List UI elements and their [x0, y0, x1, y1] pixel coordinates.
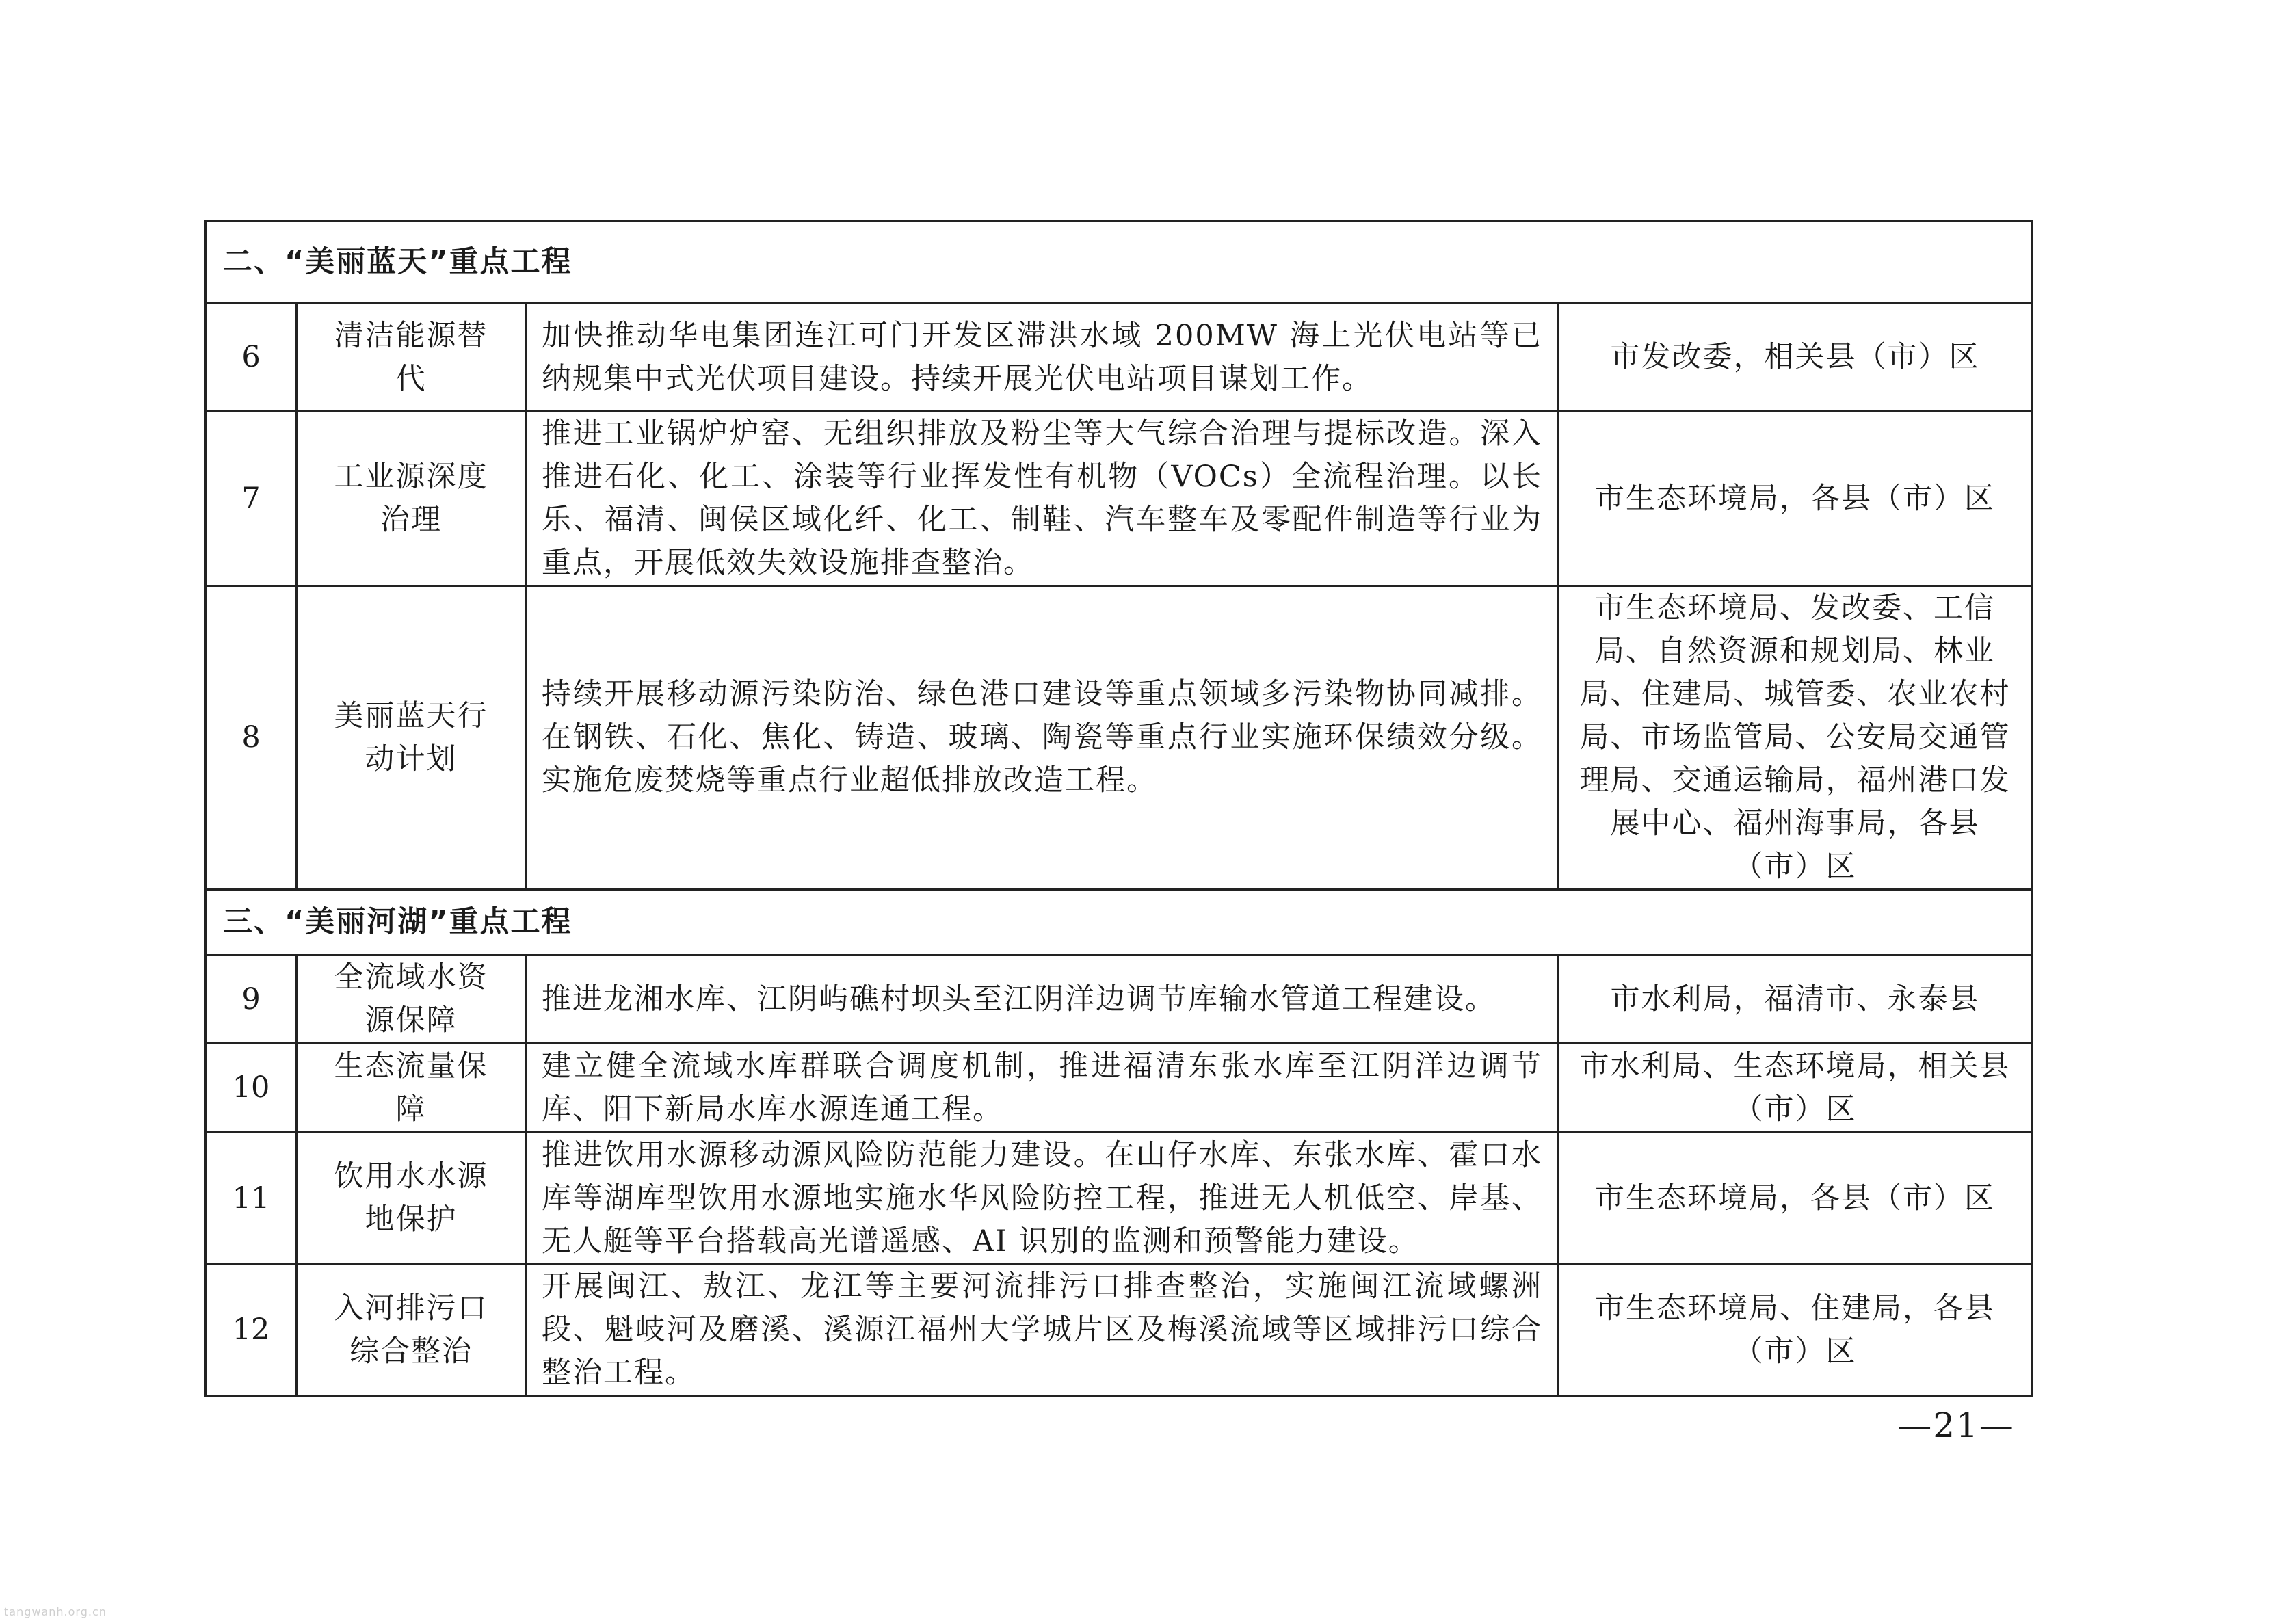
responsible-departments: 市水利局，福清市、永泰县 [1559, 956, 2032, 1044]
table-row [206, 1265, 2032, 1396]
table-row [206, 304, 2032, 412]
row-number: 9 [206, 956, 297, 1044]
row-number: 8 [206, 586, 297, 890]
project-name: 饮用水水源地保护 [297, 1133, 526, 1265]
row-number: 12 [206, 1265, 297, 1396]
project-content: 加快推动华电集团连江可门开发区滞洪水域 200MW 海上光伏电站等已纳规集中式光伏项目建设。持续开展光伏电站项目谋划工作。 [526, 304, 1559, 412]
table-row [206, 412, 2032, 586]
project-name: 全流域水资源保障 [297, 956, 526, 1044]
project-name: 清洁能源替代 [297, 304, 526, 412]
section-row-air [206, 222, 2032, 304]
project-content: 推进工业锅炉炉窑、无组织排放及粉尘等大气综合治理与提标改造。深入推进石化、化工、涂装等行业挥发性有机物（VOCs）全流程治理。以长乐、福清、闽侯区域化纤、化工、制鞋、汽车整车及零配件制造等行业为重点，开展低效失效设施排查整治。 [526, 412, 1559, 586]
section-title-water: 三、“美丽河湖”重点工程 [206, 890, 2032, 956]
responsible-departments: 市生态环境局，各县（市）区 [1559, 412, 2032, 586]
responsible-departments: 市发改委，相关县（市）区 [1559, 304, 2032, 412]
table-row [206, 1133, 2032, 1265]
row-number: 11 [206, 1133, 297, 1265]
table-row [206, 586, 2032, 890]
project-content: 推进龙湘水库、江阴屿礁村坝头至江阴洋边调节库输水管道工程建设。 [526, 956, 1559, 1044]
project-content: 持续开展移动源污染防治、绿色港口建设等重点领域多污染物协同减排。在钢铁、石化、焦化、铸造、玻璃、陶瓷等重点行业实施环保绩效分级。实施危废焚烧等重点行业超低排放改造工程。 [526, 586, 1559, 890]
row-number: 10 [206, 1044, 297, 1133]
row-number: 6 [206, 304, 297, 412]
page-number: —21— [1897, 1406, 2015, 1445]
projects-table [204, 220, 2033, 1397]
responsible-departments: 市水利局、生态环境局，相关县（市）区 [1559, 1044, 2032, 1133]
section-title-air: 二、“美丽蓝天”重点工程 [206, 222, 2032, 304]
table-row [206, 956, 2032, 1044]
project-name: 入河排污口综合整治 [297, 1265, 526, 1396]
project-content: 建立健全流域水库群联合调度机制，推进福清东张水库至江阴洋边调节库、阳下新局水库水源连通工程。 [526, 1044, 1559, 1133]
table-row [206, 1044, 2032, 1133]
project-name: 美丽蓝天行动计划 [297, 586, 526, 890]
project-name: 生态流量保障 [297, 1044, 526, 1133]
responsible-departments: 市生态环境局、发改委、工信局、自然资源和规划局、林业局、住建局、城管委、农业农村局、市场监管局、公安局交通管理局、交通运输局，福州港口发展中心、福州海事局，各县（市）区 [1559, 586, 2032, 890]
project-content: 开展闽江、敖江、龙江等主要河流排污口排查整治，实施闽江流域螺洲段、魁岐河及磨溪、溪源江福州大学城片区及梅溪流域等区域排污口综合整治工程。 [526, 1265, 1559, 1396]
responsible-departments: 市生态环境局，各县（市）区 [1559, 1133, 2032, 1265]
section-row-water [206, 890, 2032, 956]
row-number: 7 [206, 412, 297, 586]
watermark-text: tangwanh.org.cn [4, 1605, 107, 1618]
project-content: 推进饮用水源移动源风险防范能力建设。在山仔水库、东张水库、霍口水库等湖库型饮用水源地实施水华风险防控工程，推进无人机低空、岸基、无人艇等平台搭载高光谱遥感、AI 识别的监测和预警能力建设。 [526, 1133, 1559, 1265]
responsible-departments: 市生态环境局、住建局，各县（市）区 [1559, 1265, 2032, 1396]
project-name: 工业源深度治理 [297, 412, 526, 586]
